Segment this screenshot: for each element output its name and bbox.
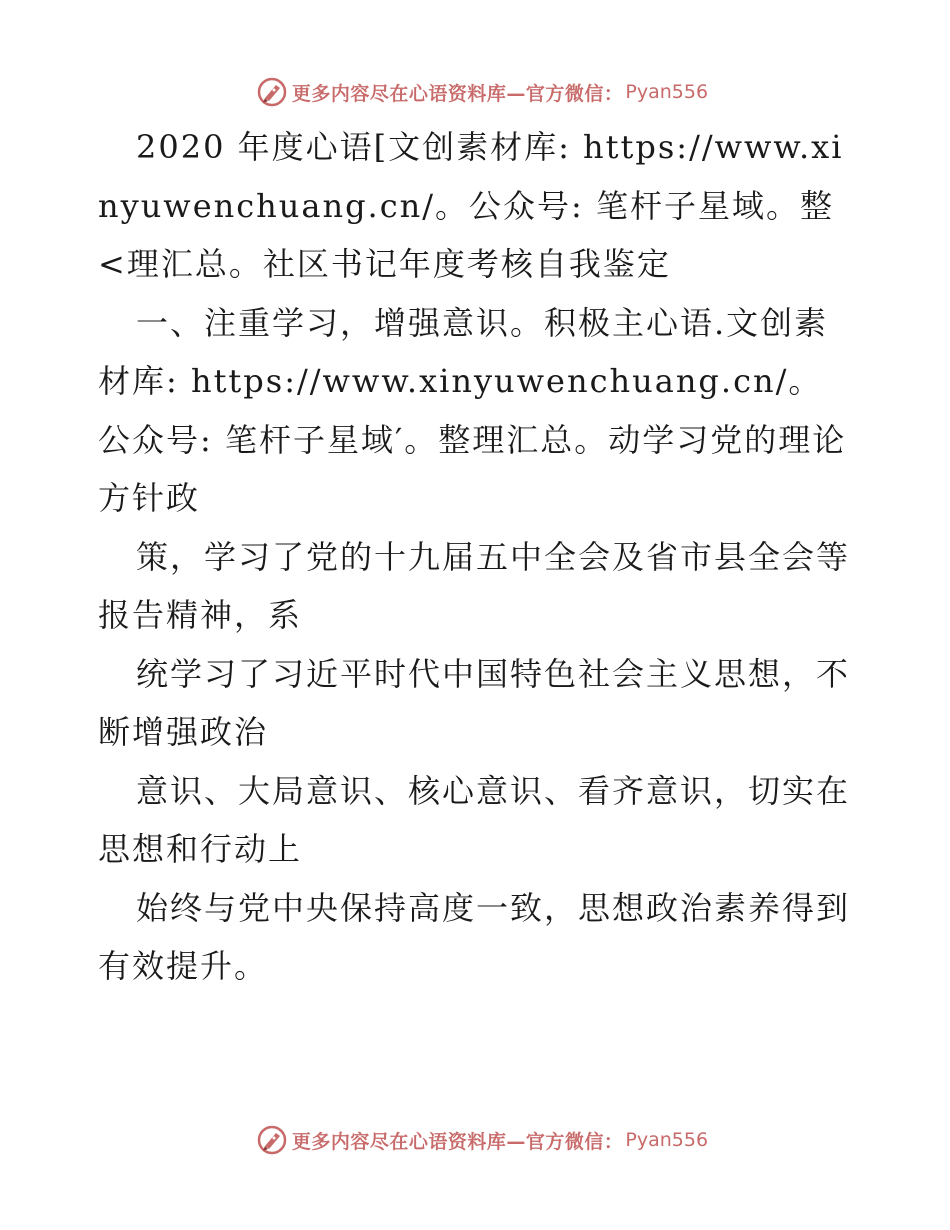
paragraph: 2020 年度心语[文创素材库: https://www.xinyuwenchuang.cn/。公众号: 笔杆子星域。整<理汇总。社区书记年度考核自我鉴定 [98,128,844,283]
pen-nib-logo-icon [256,76,288,108]
paragraph: 意识、大局意识、核心意识、看齐意识，切实在思想和行动上 [98,771,851,868]
header-banner [0,72,950,112]
banner-text: 更多内容尽在心语资料库—官方微信： [291,82,624,105]
paragraph: 一、注重学习，增强意识。积极主心语.文创素材库: https://www.xinyuwenchuang.cn/。公众号: 笔杆子星域′。整理汇总。动学习党的理论方针政 [98,303,847,517]
paragraph: 始终与党中央保持高度一致，思想政治素养得到有效提升。 [98,888,851,985]
wechat-id: Pyan556 [625,81,709,103]
document-body [98,118,854,996]
paragraph: 统学习了习近平时代中国特色社会主义思想，不断增强政治 [98,654,851,751]
paragraph: 策，学习了党的十九届五中全会及省市县全会等报告精神，系 [98,537,851,634]
wechat-id: Pyan556 [625,1129,709,1151]
pen-nib-logo-icon [256,1124,288,1156]
footer-banner [0,1120,950,1160]
banner-text: 更多内容尽在心语资料库—官方微信： [291,1130,624,1153]
